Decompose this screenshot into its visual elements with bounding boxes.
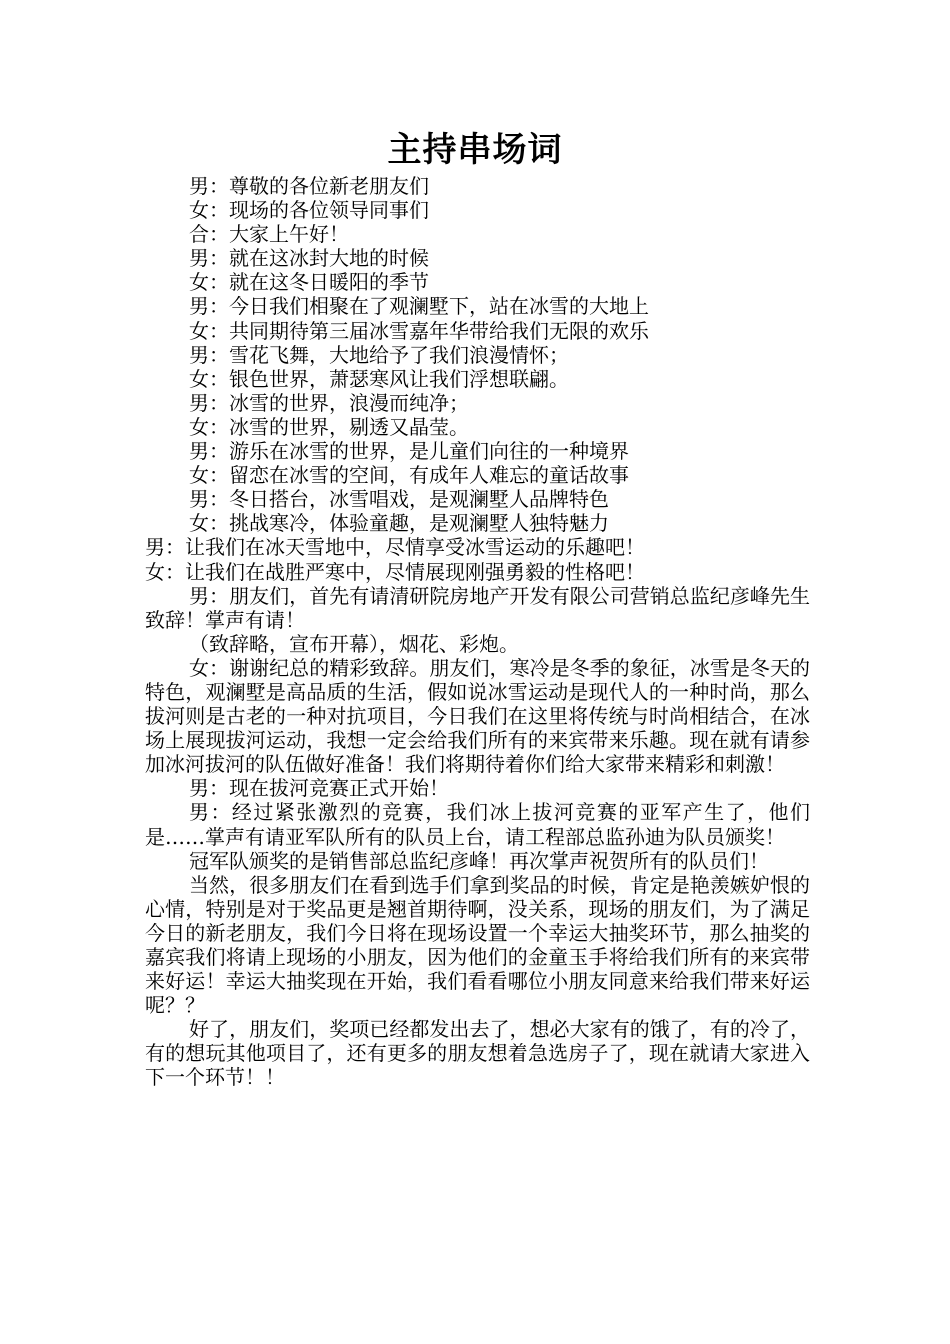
dialogue-line: 男：雪花飞舞，大地给予了我们浪漫情怀； <box>189 342 569 367</box>
paragraph: 男：现在拔河竞赛正式开始！ <box>189 776 449 801</box>
flush-dialogue-line: 男：让我们在冰天雪地中，尽情享受冰雪运动的乐趣吧！ <box>145 535 645 560</box>
dialogue-line: 男：游乐在冰雪的世界，是儿童们向往的一种境界 <box>189 439 629 464</box>
paragraph: 冠军队颁奖的是销售部总监纪彦峰！再次掌声祝贺所有的队员们！ <box>189 848 769 873</box>
document-title: 主持串场词 <box>387 130 563 170</box>
dialogue-line: 合：大家上午好！ <box>189 222 349 247</box>
dialogue-line: 男：冬日搭台，冰雪唱戏，是观澜墅人品牌特色 <box>189 487 609 512</box>
dialogue-line: 女：冰雪的世界，剔透又晶莹。 <box>189 414 469 439</box>
dialogue-line: 女：现场的各位领导同事们 <box>189 198 429 223</box>
paragraph: 当然，很多朋友们在看到选手们拿到奖品的时候，肯定是艳羡嫉妒恨的心情，特别是对于奖品更是翘首期待啊，没关系，现场的朋友们，为了满足今日的新老朋友，我们今日将在现场设置一个幸运大抽奖环节，那么抽奖的嘉宾我们将请上现场的小朋友，因为他们的金童玉手将给我们所有的来宾带来好运！幸运大抽奖现在开始，我们看看哪位小朋友同意来给我们带来好运呢？？ <box>145 872 810 1018</box>
dialogue-line: 女：挑战寒冷，体验童趣，是观澜墅人独特魅力 <box>189 511 609 536</box>
document-body <box>145 174 810 1090</box>
dialogue-line: 女：共同期待第三届冰雪嘉年华带给我们无限的欢乐 <box>189 318 649 343</box>
paragraph: 男：经过紧张激烈的竞赛，我们冰上拔河竞赛的亚军产生了，他们是……掌声有请亚军队所有的队员上台，请工程部总监孙迪为队员颁奖！ <box>145 800 810 849</box>
dialogue-line: 女：留恋在冰雪的空间，有成年人难忘的童话故事 <box>189 463 629 488</box>
dialogue-line: 男：今日我们相聚在了观澜墅下，站在冰雪的大地上 <box>189 294 649 319</box>
dialogue-line: 男：冰雪的世界，浪漫而纯净； <box>189 390 469 415</box>
paragraph: 女：谢谢纪总的精彩致辞。朋友们，寒冷是冬季的象征，冰雪是冬天的特色，观澜墅是高品质的生活，假如说冰雪运动是现代人的一种时尚，那么拔河则是古老的一种对抗项目，今日我们在这里将传统与时尚相结合，在冰场上展现拔河运动，我想一定会给我们所有的来宾带来乐趣。现在就有请参加冰河拔河的队伍做好准备！我们将期待着你们给大家带来精彩和刺激！ <box>145 655 810 777</box>
paragraph: 好了，朋友们，奖项已经都发出去了，想必大家有的饿了，有的冷了，有的想玩其他项目了，还有更多的朋友想着急选房子了，现在就请大家进入下一个环节！！ <box>145 1017 810 1090</box>
paragraph: （致辞略，宣布开幕），烟花、彩炮。 <box>189 631 519 656</box>
dialogue-line: 女：银色世界，萧瑟寒风让我们浮想联翩。 <box>189 366 569 391</box>
dialogue-line: 男：就在这冰封大地的时候 <box>189 246 429 271</box>
dialogue-line: 女：就在这冬日暖阳的季节 <box>189 270 429 295</box>
flush-dialogue-line: 女：让我们在战胜严寒中，尽情展现刚强勇毅的性格吧！ <box>145 559 645 584</box>
dialogue-line: 男：尊敬的各位新老朋友们 <box>189 174 429 198</box>
paragraph: 男：朋友们，首先有请清研院房地产开发有限公司营销总监纪彦峰先生致辞！掌声有请！ <box>145 583 810 632</box>
